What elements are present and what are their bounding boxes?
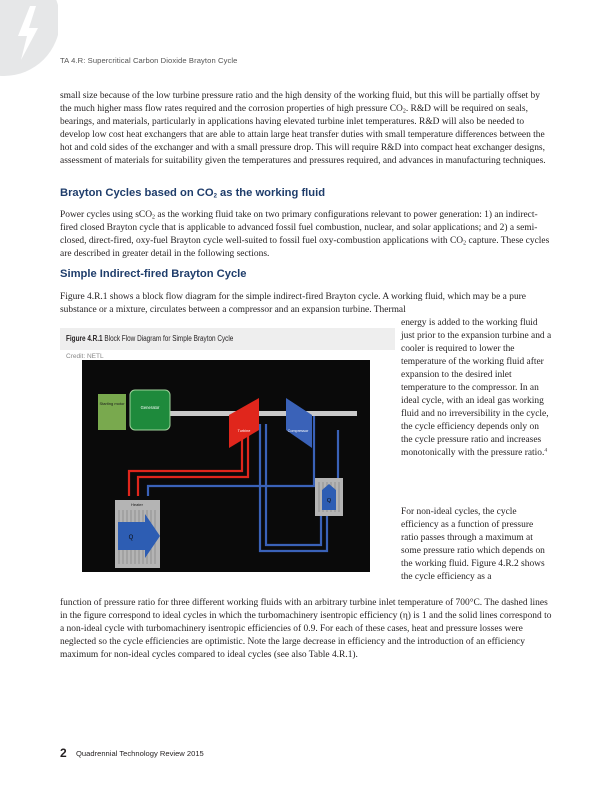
figure-4r1 [60, 328, 395, 576]
section2-paragraph2-wrap: For non-ideal cycles, the cycle efficiency as a function of pressure ratio passes through a maximum at some pressure ratio which depends on the working fluid. Figure 4.R.2 shows the cycle efficiency as a [401, 507, 545, 582]
section-heading-brayton-co2: Brayton Cycles based on $CO_2$ as the working fluid [60, 187, 326, 200]
generator-label: Generator [140, 405, 160, 410]
brayton-block-flow-diagram [82, 360, 370, 572]
section2-paragraph-wrap: energy is added to the working fluid just prior to the expansion turbine and a cooler is required to lower the temperature of the working fluid after expansion to the desired inlet temperature to the compressor. In an ideal cycle, with an ideal gas working fluid and no irreversibility in the cycle, the cycle efficiency depends only on the cycle pressure ratio and increases monotonically with the pressure ratio.$^4$ [401, 318, 552, 458]
figure-caption: Figure 4.R.1 Block Flow Diagram for Simple Brayton Cycle [66, 334, 234, 343]
section1-paragraph: Power cycles using sCO$_2$ as the working fluid take on two primary configurations relevant to power generation: 1) an indirect-fired closed Brayton cycle that is applicable to advanced fossil fuel combustion, nuclear, and solar applications; and 2) a semi-closed, direct-fired, oxy-fuel Brayton cycle well-suited to fossil fuel oxy-combustion applications with $CO_2$ capture. These cycles are described in greater detail in the following sections. [60, 210, 550, 259]
turbine-label: Turbine [237, 429, 251, 433]
running-head: TA 4.R: Supercritical Carbon Dioxide Brayton Cycle [60, 56, 238, 65]
intro-paragraph: small size because of the low turbine pressure ratio and the high density of the working fluid, but this will be partially offset by the much higher mass flow rates required and the corrosion properties of high pressure $CO_2$. R&D will be required on seals, bearings, and materials, particularly in applications having elevated turbine inlet temperatures. R&D will also be needed to develop low cost heat exchangers that are able to attain large heat transfer duties with small temperature differences between the hot and cold sides of the exchanger and with a small pressure drop. This will require R&D into compact heat exchanger designs, assessment of materials for suitability given the temperatures and pressures required, and advances in manufacturing techniques. [60, 91, 546, 166]
cooler-q-label: Q [326, 498, 332, 504]
starting-motor-block [98, 394, 126, 430]
starting-motor-label: Starting motor [99, 401, 125, 406]
figure-caption-bar [60, 328, 395, 350]
section2-paragraph2-full: function of pressure ratio for three different working fluids with an arbitrary turbine inlet temperature of 700°C. The dashed lines in the figure correspond to ideal cycles in which the turbomachinery isentropic efficiency (η) is 1 and the solid lines correspond to a non-ideal cycle with turbomachinery isentropic efficiencies of 0.9. For each of these cases, heat and pressure losses were neglected so the cycle efficiencies are optimistic. Note the large decrease in efficiency and the introduction of an efficiency maximum for non-ideal cycles compared to ideal cycles (see also Table 4.R.1). [60, 598, 552, 660]
figure-credit: Credit: NETL [66, 353, 104, 360]
shaft [162, 411, 357, 416]
heater-label: Heater [130, 502, 144, 507]
section2-paragraph-full: Figure 4.R.1 shows a block flow diagram for the simple indirect-fired Brayton cycle. A working fluid, which may be a pure substance or a mixture, circulates between a compressor and an expansion turbine. Thermal [60, 292, 526, 315]
heater-q-label: Q [128, 535, 134, 541]
compressor-label: Compressor [287, 429, 309, 433]
generator-block [130, 390, 170, 430]
page-number: 2 [60, 746, 67, 760]
qtr-corner-logo [0, 0, 58, 78]
footer-title: Quadrennial Technology Review 2015 [76, 749, 204, 758]
section-heading-simple-indirect: Simple Indirect-fired Brayton Cycle [60, 268, 247, 280]
